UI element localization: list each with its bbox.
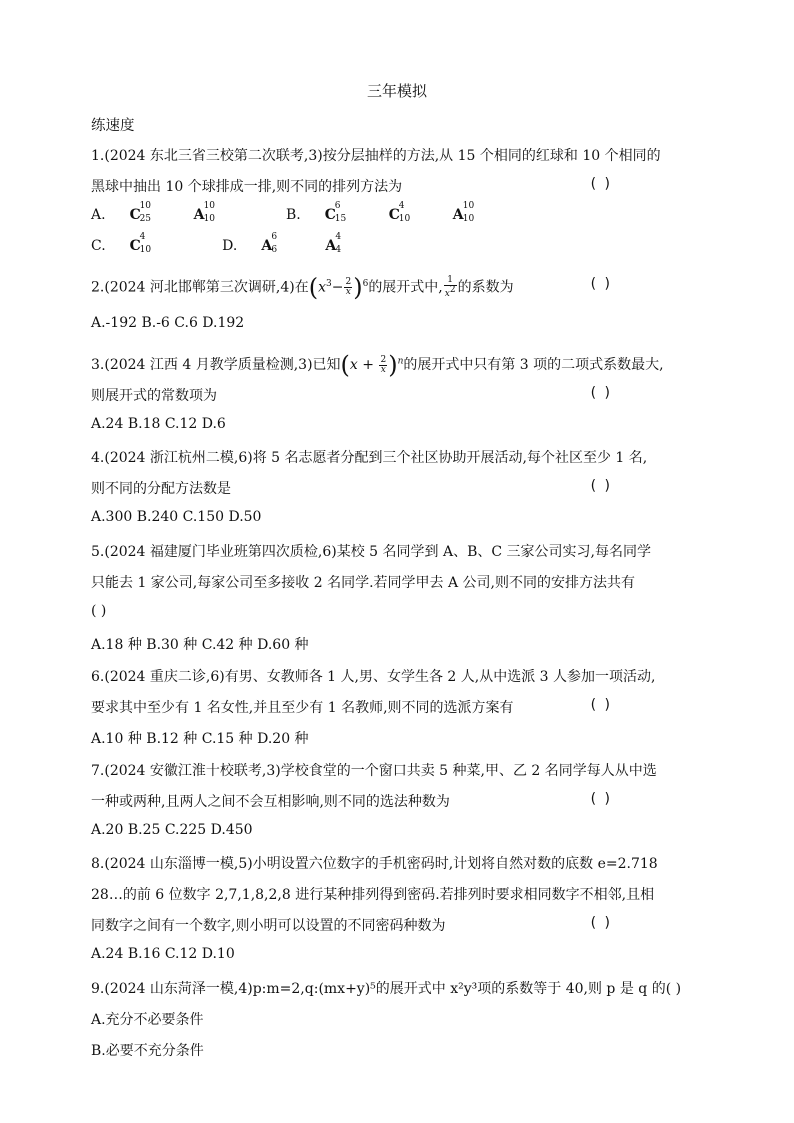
q3-options: A.24 B.18 C.12 D.6 <box>91 416 226 432</box>
q6-line1: 6.(2024 重庆二诊,6)有男、女教师各 1 人,男、女学生各 2 人,从中选派 3 人参加一项活动, <box>91 669 656 685</box>
section-heading: 练速度 <box>91 118 135 134</box>
q3-line1: 3.(2024 江西 4 月教学质量检测,3)已知(x + $\frac{2}{x}$ )$^n$的展开式中只有第 3 项的二项式系数最大, <box>91 351 664 379</box>
q3-line2: 则展开式的常数项为 ( ) <box>91 385 612 404</box>
q1-option-b: B. C 6 15 C 4 10 A 10 10 <box>286 201 475 224</box>
q1-option-d: D. A 6 6 A 4 4 <box>222 232 342 255</box>
q7-answer-bracket: ( ) <box>590 791 612 807</box>
q5-line2: 只能去 1 家公司,每家公司至多接收 2 名同学.若同学甲去 A 公司,则不同的安排方法共有 <box>91 575 635 591</box>
q7-line1: 7.(2024 安徽江淮十校联考,3)学校食堂的一个窗口共卖 5 种菜,甲、乙 2 名同学每人从中选 <box>91 763 657 779</box>
q6-line2: 要求其中至少有 1 名女性,并且至少有 1 名教师,则不同的选派方案有 ( ) <box>91 697 612 716</box>
q9-option-b: B.必要不充分条件 <box>91 1043 204 1059</box>
q6-options: A.10 种 B.12 种 C.15 种 D.20 种 <box>91 731 309 747</box>
q4-line2: 则不同的分配方法数是 ( ) <box>91 478 612 497</box>
q8-line1: 8.(2024 山东淄博一模,5)小明设置六位数字的手机密码时,计划将自然对数的底数 e=2.718 <box>91 856 658 872</box>
q1-options-row1 <box>91 201 541 224</box>
q2-line1: 2.(2024 河北邯郸第三次调研,4)在($x^3-$ $\frac{2}{x}$ )$^6$的展开式中, $\frac{1}{x^2}$ 的系数为 ( ) <box>91 273 612 302</box>
q1-option-a: A. C 10 25 A 10 10 <box>91 201 216 224</box>
q6-answer-bracket: ( ) <box>590 697 612 713</box>
q9-line1: 9.(2024 山东菏泽一模,4)p:m=2,q:(mx+y)⁵的展开式中 x²y³项的系数等于 40,则 p 是 q 的( ) <box>91 981 682 997</box>
q1-line1: 1.(2024 东北三省三校第二次联考,3)按分层抽样的方法,从 15 个相同的红球和 10 个相同的 <box>91 148 661 164</box>
q4-line1: 4.(2024 浙江杭州二模,6)将 5 名志愿者分配到三个社区协助开展活动,每个社区至少 1 名, <box>91 450 648 466</box>
q8-line2: 28…的前 6 位数字 2,7,1,8,2,8 进行某种排列得到密码.若排列时要求相同数字不相邻,且相 <box>91 887 655 903</box>
q5-answer-bracket: ( ) <box>91 603 107 619</box>
q7-line2: 一种或两种,且两人之间不会互相影响,则不同的选法种数为 ( ) <box>91 791 612 810</box>
q4-answer-bracket: ( ) <box>590 478 612 494</box>
q1-options-row2 <box>91 232 413 255</box>
q4-options: A.300 B.240 C.150 D.50 <box>91 509 262 525</box>
q1-line2-text: 黑球中抽出 10 个球排成一排,则不同的排列方法为 <box>91 179 403 195</box>
page-title: 三年模拟 <box>366 82 427 100</box>
q5-options: A.18 种 B.30 种 C.42 种 D.60 种 <box>91 637 309 653</box>
q1-answer-bracket: ( ) <box>590 176 612 192</box>
q2-answer-bracket: ( ) <box>590 276 612 292</box>
q5-line1: 5.(2024 福建厦门毕业班第四次质检,6)某校 5 名同学到 A、B、C 三家公司实习,每名同学 <box>91 544 651 560</box>
q3-answer-bracket: ( ) <box>590 385 612 401</box>
q1-line2 <box>91 176 703 196</box>
q8-options: A.24 B.16 C.12 D.10 <box>91 946 235 962</box>
q2-options: A.-192 B.-6 C.6 D.192 <box>91 315 245 331</box>
q8-answer-bracket: ( ) <box>590 915 612 931</box>
q1-option-c: C. C 4 10 <box>91 232 152 255</box>
q8-line3: 同数字之间有一个数字,则小明可以设置的不同密码种数为 ( ) <box>91 915 612 934</box>
q9-option-a: A.充分不必要条件 <box>91 1012 204 1028</box>
q7-options: A.20 B.25 C.225 D.450 <box>91 822 253 838</box>
